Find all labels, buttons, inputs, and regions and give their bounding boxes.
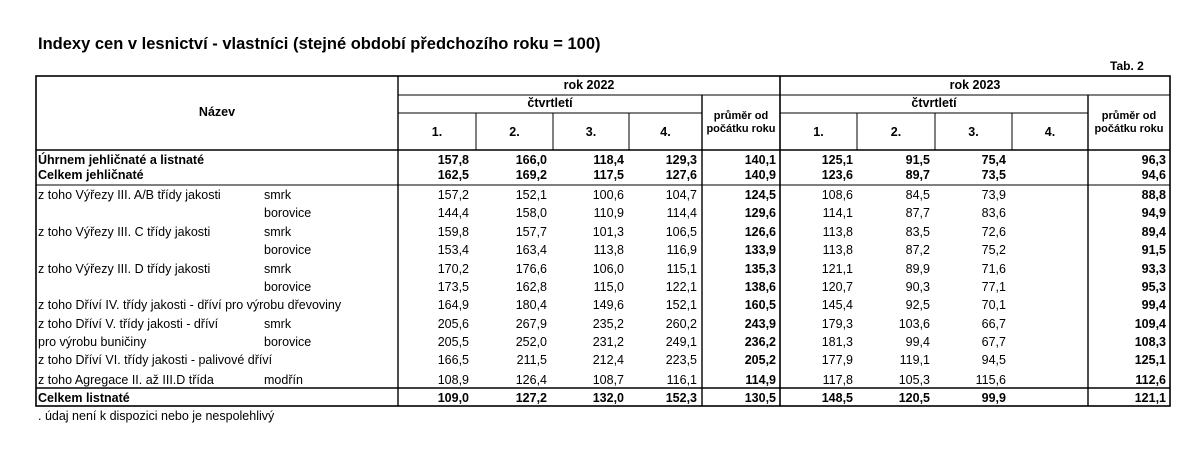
value-2023-avg: 94,9 — [1141, 206, 1166, 220]
value-2022-q4: 104,7 — [665, 188, 697, 202]
value-2022-q2: 267,9 — [515, 317, 547, 331]
quarter-2023-2: 2. — [890, 125, 902, 139]
value-2022-q4: 223,5 — [665, 353, 697, 367]
row-sublabel: borovice — [264, 206, 312, 220]
value-2022-q2: 158,0 — [515, 206, 547, 220]
value-2023-avg: 95,3 — [1141, 280, 1166, 294]
value-2022-q3: 212,4 — [592, 353, 624, 367]
row-sublabel: smrk — [264, 262, 292, 276]
value-2022-q2: 162,8 — [515, 280, 547, 294]
value-2023-q2: 84,5 — [905, 188, 930, 202]
row-sublabel: borovice — [264, 280, 312, 294]
value-2023-avg: 99,4 — [1141, 298, 1166, 312]
value-2023-q1: 108,6 — [821, 188, 853, 202]
quarter-2022-3: 3. — [585, 125, 597, 139]
value-2022-avg: 243,9 — [744, 317, 776, 331]
value-2023-q1: 145,4 — [821, 298, 853, 312]
value-2022-avg: 133,9 — [744, 243, 776, 257]
value-2023-avg: 96,3 — [1141, 153, 1166, 167]
value-2022-q4: 260,2 — [665, 317, 697, 331]
header-prumer-2023 — [1088, 110, 1170, 136]
header-year-2022: rok 2022 — [563, 78, 615, 92]
value-2023-q2: 89,7 — [905, 168, 930, 182]
value-2022-avg: 130,5 — [744, 391, 776, 405]
value-2023-q2: 105,3 — [898, 373, 930, 387]
row-label: z toho Agregace II. až III.D třída — [38, 373, 214, 387]
value-2022-q1: 170,2 — [437, 262, 469, 276]
header-nazev: Název — [198, 105, 236, 119]
value-2023-q2: 103,6 — [898, 317, 930, 331]
value-2023-q3: 73,9 — [981, 188, 1006, 202]
value-2023-q2: 120,5 — [898, 391, 930, 405]
quarter-2023-1: 1. — [813, 125, 824, 139]
value-2022-avg: 140,9 — [744, 168, 776, 182]
value-2022-q4: 114,4 — [666, 206, 697, 220]
value-2023-q1: 125,1 — [821, 153, 853, 167]
row-sublabel: smrk — [264, 225, 292, 239]
value-2023-q3: 94,5 — [981, 353, 1006, 367]
value-2023-q1: 117,8 — [822, 373, 853, 387]
value-2022-q2: 166,0 — [515, 153, 547, 167]
value-2022-q2: 157,7 — [515, 225, 547, 239]
value-2023-q2: 90,3 — [905, 280, 930, 294]
value-2022-q3: 106,0 — [592, 262, 624, 276]
value-2022-q3: 108,7 — [592, 373, 624, 387]
value-2023-q1: 177,9 — [821, 353, 853, 367]
value-2022-q3: 101,3 — [592, 225, 624, 239]
row-sublabel: smrk — [264, 188, 292, 202]
value-2023-avg: 91,5 — [1141, 243, 1166, 257]
value-2022-avg: 236,2 — [744, 335, 776, 349]
value-2023-q2: 99,4 — [905, 335, 930, 349]
value-2023-q3: 77,1 — [981, 280, 1006, 294]
value-2023-q2: 92,5 — [905, 298, 930, 312]
value-2023-q3: 83,6 — [981, 206, 1006, 220]
page-title: Indexy cen v lesnictví - vlastníci (stejné období předchozího roku = 100) — [38, 35, 601, 53]
value-2022-avg: 114,9 — [745, 373, 776, 387]
value-2023-avg: 108,3 — [1134, 335, 1166, 349]
value-2023-q2: 91,5 — [905, 153, 930, 167]
value-2022-q1: 173,5 — [437, 280, 469, 294]
row-label: z toho Dříví VI. třídy jakosti - palivové dříví — [38, 353, 273, 367]
value-2022-q2: 169,2 — [515, 168, 547, 182]
row-label: Celkem listnaté — [38, 391, 130, 405]
value-2022-q1: 157,2 — [437, 188, 469, 202]
value-2022-q2: 180,4 — [515, 298, 547, 312]
value-2022-q1: 166,5 — [437, 353, 469, 367]
row-label: Úhrnem jehličnaté a listnaté — [38, 153, 205, 167]
value-2022-q2: 163,4 — [515, 243, 547, 257]
value-2023-q3: 70,1 — [981, 298, 1006, 312]
value-2023-avg: 94,6 — [1141, 168, 1166, 182]
value-2023-q3: 67,7 — [981, 335, 1006, 349]
value-2022-q4: 249,1 — [665, 335, 697, 349]
value-2022-q1: 108,9 — [437, 373, 469, 387]
value-2023-q3: 75,4 — [981, 153, 1006, 167]
value-2022-q3: 117,5 — [593, 168, 624, 182]
value-2022-q4: 122,1 — [665, 280, 697, 294]
value-2023-q3: 115,6 — [975, 373, 1006, 387]
value-2023-q2: 119,1 — [899, 353, 930, 367]
value-2022-q2: 211,5 — [516, 353, 547, 367]
value-2023-q1: 113,8 — [822, 225, 853, 239]
row-sublabel: smrk — [264, 317, 292, 331]
header-prumer-line2: počátku roku — [706, 123, 776, 135]
value-2022-q3: 132,0 — [592, 391, 624, 405]
value-2022-q2: 252,0 — [515, 335, 547, 349]
value-2022-q1: 157,8 — [437, 153, 469, 167]
value-2022-q4: 116,1 — [666, 373, 697, 387]
value-2023-q1: 123,6 — [821, 168, 853, 182]
value-2023-q2: 83,5 — [905, 225, 930, 239]
value-2022-q1: 164,9 — [437, 298, 469, 312]
value-2023-q1: 121,1 — [821, 262, 853, 276]
value-2022-q3: 149,6 — [592, 298, 624, 312]
value-2022-q4: 127,6 — [665, 168, 697, 182]
value-2022-avg: 135,3 — [744, 262, 776, 276]
value-2022-q2: 127,2 — [515, 391, 547, 405]
value-2022-q4: 115,1 — [666, 262, 697, 276]
value-2022-q3: 113,8 — [593, 243, 624, 257]
value-2023-avg: 125,1 — [1134, 353, 1166, 367]
value-2022-q1: 159,8 — [437, 225, 469, 239]
value-2022-q2: 152,1 — [515, 188, 547, 202]
row-label: pro výrobu buničiny — [38, 335, 147, 349]
row-label: z toho Dříví IV. třídy jakosti - dříví pro výrobu dřevoviny — [38, 298, 342, 312]
value-2022-q2: 126,4 — [515, 373, 547, 387]
row-label: z toho Výřezy III. A/B třídy jakosti — [38, 188, 221, 202]
value-2022-q3: 231,2 — [592, 335, 624, 349]
value-2022-q4: 152,1 — [665, 298, 697, 312]
value-2023-q1: 113,8 — [822, 243, 853, 257]
header-prumer-2022 — [702, 110, 780, 136]
value-2023-avg: 109,4 — [1134, 317, 1166, 331]
value-2022-q4: 106,5 — [665, 225, 697, 239]
value-2023-q1: 120,7 — [821, 280, 853, 294]
value-2022-q1: 162,5 — [437, 168, 469, 182]
header-prumer-line1: průměr od — [1101, 110, 1157, 122]
value-2022-q3: 100,6 — [592, 188, 624, 202]
header-prumer-line1: průměr od — [713, 110, 769, 122]
value-2023-q3: 73,5 — [981, 168, 1006, 182]
value-2022-avg: 205,2 — [744, 353, 776, 367]
quarter-2022-1: 1. — [431, 125, 443, 139]
row-label: z toho Výřezy III. C třídy jakosti — [38, 225, 211, 239]
value-2023-q3: 75,2 — [981, 243, 1006, 257]
value-2022-avg: 160,5 — [744, 298, 776, 312]
value-2022-q1: 144,4 — [437, 206, 469, 220]
quarter-2022-4: 4. — [660, 125, 671, 139]
header-ctvrtleti-2022: čtvrtletí — [527, 96, 573, 110]
header-ctvrtleti-2023: čtvrtletí — [911, 96, 957, 110]
value-2022-q3: 110,9 — [593, 206, 624, 220]
table-number: Tab. 2 — [1110, 59, 1144, 73]
value-2022-q4: 152,3 — [665, 391, 697, 405]
value-2023-avg: 112,6 — [1135, 373, 1166, 387]
value-2022-q2: 176,6 — [515, 262, 547, 276]
value-2023-q1: 181,3 — [821, 335, 853, 349]
value-2022-q1: 205,6 — [437, 317, 469, 331]
value-2023-q2: 87,7 — [905, 206, 930, 220]
value-2022-q4: 129,3 — [665, 153, 697, 167]
value-2023-avg: 93,3 — [1141, 262, 1166, 276]
value-2022-q3: 235,2 — [592, 317, 624, 331]
value-2023-avg: 121,1 — [1134, 391, 1166, 405]
value-2022-q1: 153,4 — [437, 243, 469, 257]
value-2023-q3: 66,7 — [981, 317, 1006, 331]
row-sublabel: borovice — [264, 243, 312, 257]
value-2022-avg: 138,6 — [744, 280, 776, 294]
value-2022-avg: 124,5 — [744, 188, 776, 202]
quarter-2023-4: 4. — [1044, 125, 1056, 139]
row-label: z toho Výřezy III. D třídy jakosti — [38, 262, 211, 276]
quarter-2022-2: 2. — [509, 125, 520, 139]
value-2022-avg: 126,6 — [744, 225, 776, 239]
value-2023-avg: 88,8 — [1141, 188, 1166, 202]
value-2023-q3: 71,6 — [981, 262, 1006, 276]
value-2023-q3: 99,9 — [981, 391, 1006, 405]
value-2023-q2: 89,9 — [905, 262, 930, 276]
row-sublabel: borovice — [264, 335, 312, 349]
row-label: Celkem jehličnaté — [38, 168, 144, 182]
value-2022-q1: 205,5 — [437, 335, 469, 349]
footnote: . údaj není k dispozici nebo je nespolehlivý — [38, 409, 275, 423]
value-2023-q1: 148,5 — [821, 391, 853, 405]
value-2022-q1: 109,0 — [437, 391, 469, 405]
value-2022-q4: 116,9 — [666, 243, 697, 257]
quarter-2023-3: 3. — [968, 125, 979, 139]
value-2023-q3: 72,6 — [981, 225, 1006, 239]
value-2022-avg: 129,6 — [744, 206, 776, 220]
value-2023-q2: 87,2 — [905, 243, 930, 257]
header-prumer-line2: počátku roku — [1094, 123, 1164, 135]
value-2022-avg: 140,1 — [744, 153, 776, 167]
value-2022-q3: 115,0 — [593, 280, 624, 294]
value-2022-q3: 118,4 — [593, 153, 624, 167]
row-label: z toho Dříví V. třídy jakosti - dříví — [38, 317, 219, 331]
row-sublabel: modřín — [264, 373, 303, 387]
value-2023-q1: 114,1 — [822, 206, 853, 220]
value-2023-q1: 179,3 — [821, 317, 853, 331]
value-2023-avg: 89,4 — [1141, 225, 1166, 239]
header-year-2023: rok 2023 — [949, 78, 1001, 92]
